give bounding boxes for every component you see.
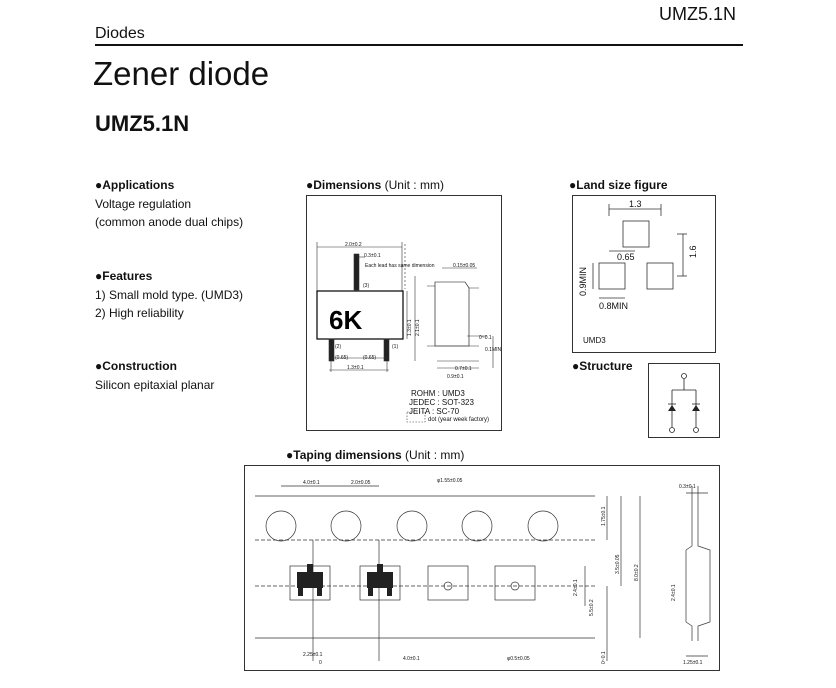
std-jeita: JEITA : SC-70 [409, 407, 460, 416]
header-part-number: UMZ5.1N [658, 4, 736, 24]
tape-pocket-w: 2.4±0.1 [573, 579, 579, 596]
dimensions-heading: ●Dimensions (Unit : mm) [306, 178, 444, 192]
std-rohm: ROHM : UMD3 [411, 389, 465, 398]
pin-3: (3) [363, 283, 370, 289]
applications-text: Voltage regulation (common anode dual chips) [95, 197, 244, 229]
marking-text: 6K [329, 305, 363, 335]
structure-figure [648, 363, 720, 438]
land-dim-left: 0.9MIN [578, 266, 588, 296]
dim-pitch-right: (0.65) [363, 355, 377, 361]
dim-top-width: 2.0±0.2 [345, 242, 362, 248]
dim-side-c: 0.1MIN [485, 347, 501, 353]
dim-body-h: 1.3±0.1 [407, 319, 413, 336]
dim-pitch-left: (0.65) [335, 355, 349, 361]
tape-pitch: 4.0±0.1 [303, 480, 320, 486]
features-heading: ●Features [95, 269, 153, 283]
pin-2: (2) [335, 344, 342, 350]
tape-width: 8.0±0.2 [634, 564, 640, 581]
land-dim-bottom: 0.8MIN [599, 301, 629, 311]
dim-base: 1.3±0.1 [347, 365, 364, 371]
land-dim-right: 1.6 [688, 245, 698, 258]
header-category: Diodes [95, 25, 145, 42]
dim-side-a: 0.7±0.1 [455, 366, 472, 372]
tape-center: 3.5±0.05 [615, 554, 621, 574]
taping-figure [244, 465, 720, 671]
tape-small-hole: φ0.5±0.05 [507, 656, 530, 662]
tape-offset-zero: 0 [319, 660, 322, 666]
tape-offset: 2.25±0.1 [303, 652, 323, 658]
dim-note: Each lead has same dimension [365, 263, 435, 269]
dim-side-b: 0.9±0.1 [447, 374, 464, 380]
land-dim-top: 1.3 [629, 199, 642, 209]
land-package: UMD3 [583, 336, 606, 345]
pin-1: (1) [392, 344, 399, 350]
land-figure [572, 195, 716, 353]
features-text: 1) Small mold type. (UMD3) 2) High reliability [95, 288, 244, 320]
tape-depth: 2.4±0.1 [671, 584, 677, 601]
tape-pitch2: 4.0±0.1 [403, 656, 420, 662]
applications-heading: ●Applications [95, 178, 175, 192]
dot-note: dot (year week factory) [428, 417, 490, 423]
dim-lead-width: 0.3±0.1 [364, 253, 381, 259]
tape-cover: 1.25±0.1 [683, 660, 703, 666]
construction-text: Silicon epitaxial planar [95, 378, 215, 392]
tape-zero: 0~0.1 [601, 651, 607, 664]
dim-lead-thick: 0.15±0.05 [453, 263, 476, 269]
dimensions-figure [306, 195, 502, 431]
land-dim-mid: 0.65 [617, 252, 635, 262]
header-rule [95, 44, 743, 46]
dim-stand: 0~0.1 [479, 335, 492, 341]
tape-hole: φ1.55±0.05 [437, 478, 463, 484]
tape-pocket-l: 5.5±0.2 [589, 599, 595, 616]
tape-thickness: 0.3±0.1 [679, 484, 696, 490]
taping-heading: ●Taping dimensions (Unit : mm) [286, 448, 465, 462]
page-title: Zener diode [93, 55, 270, 92]
structure-heading: ●Structure [572, 359, 633, 373]
tape-edge: 1.75±0.1 [601, 506, 607, 526]
land-heading: ●Land size figure [569, 178, 668, 192]
part-number: UMZ5.1N [95, 111, 190, 136]
dim-total-h: 2.1±0.1 [415, 319, 421, 336]
tape-half-pitch: 2.0±0.05 [351, 480, 371, 486]
construction-heading: ●Construction [95, 359, 177, 373]
std-jedec: JEDEC : SOT-323 [409, 398, 474, 407]
